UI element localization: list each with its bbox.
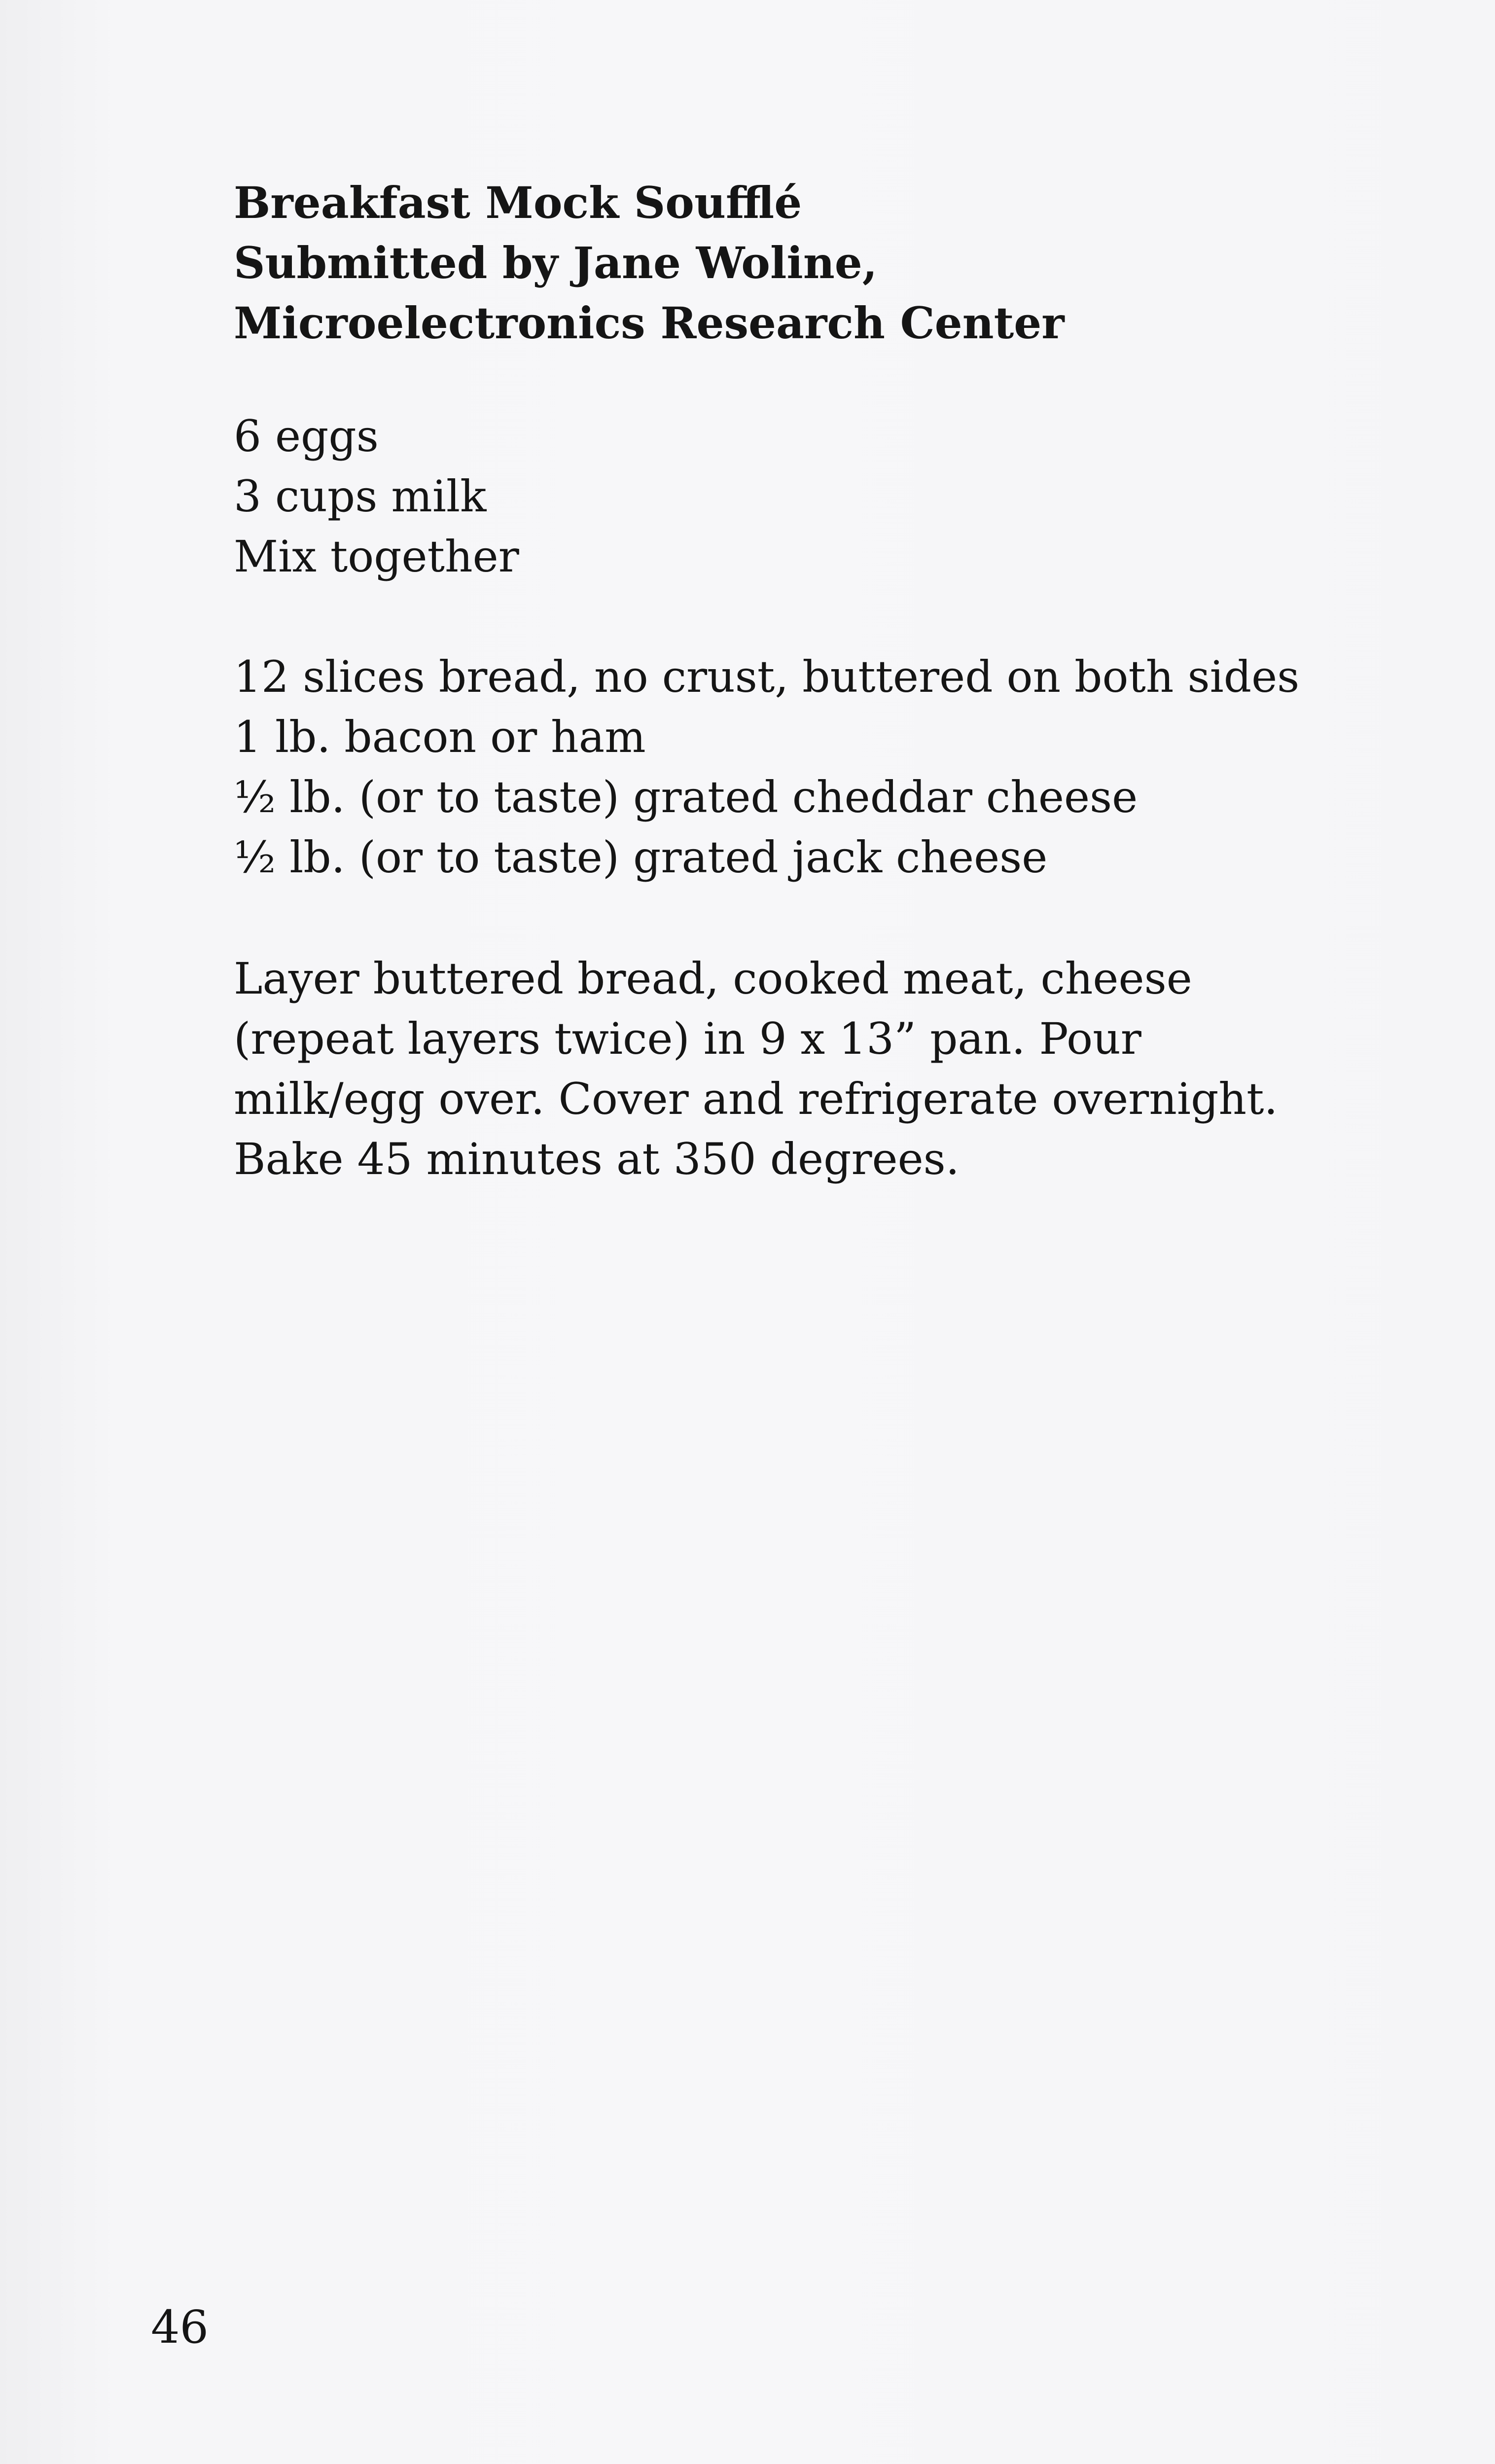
ingredient-line: 1 lb. bacon or ham bbox=[234, 712, 646, 762]
page-number: 46 bbox=[151, 2301, 209, 2354]
recipe-submitter: Submitted by Jane Woline, bbox=[234, 237, 878, 288]
recipe-block bbox=[234, 173, 1368, 1189]
recipe-title: Breakfast Mock Soufflé bbox=[234, 177, 802, 228]
direction-line: Bake 45 minutes at 350 degrees. bbox=[234, 1134, 960, 1184]
ingredient-line: ½ lb. (or to taste) grated cheddar cheese bbox=[234, 772, 1138, 822]
ingredient-line: 6 eggs bbox=[234, 411, 379, 462]
recipe-header bbox=[234, 173, 1368, 353]
egg-milk-mixture bbox=[234, 406, 1368, 587]
instruction-line: Mix together bbox=[234, 531, 519, 582]
ingredient-line: ½ lb. (or to taste) grated jack cheese bbox=[234, 832, 1048, 883]
direction-line: Layer buttered bread, cooked meat, cheese bbox=[234, 953, 1192, 1004]
direction-line: milk/egg over. Cover and refrigerate overnight. bbox=[234, 1073, 1278, 1124]
directions bbox=[234, 949, 1368, 1189]
ingredient-line: 12 slices bread, no crust, buttered on both sides bbox=[234, 651, 1300, 702]
direction-line: (repeat layers twice) in 9 x 13” pan. Pour bbox=[234, 1013, 1141, 1064]
recipe-affiliation: Microelectronics Research Center bbox=[234, 297, 1065, 349]
layer-ingredients bbox=[234, 647, 1368, 888]
ingredient-line: 3 cups milk bbox=[234, 471, 487, 522]
